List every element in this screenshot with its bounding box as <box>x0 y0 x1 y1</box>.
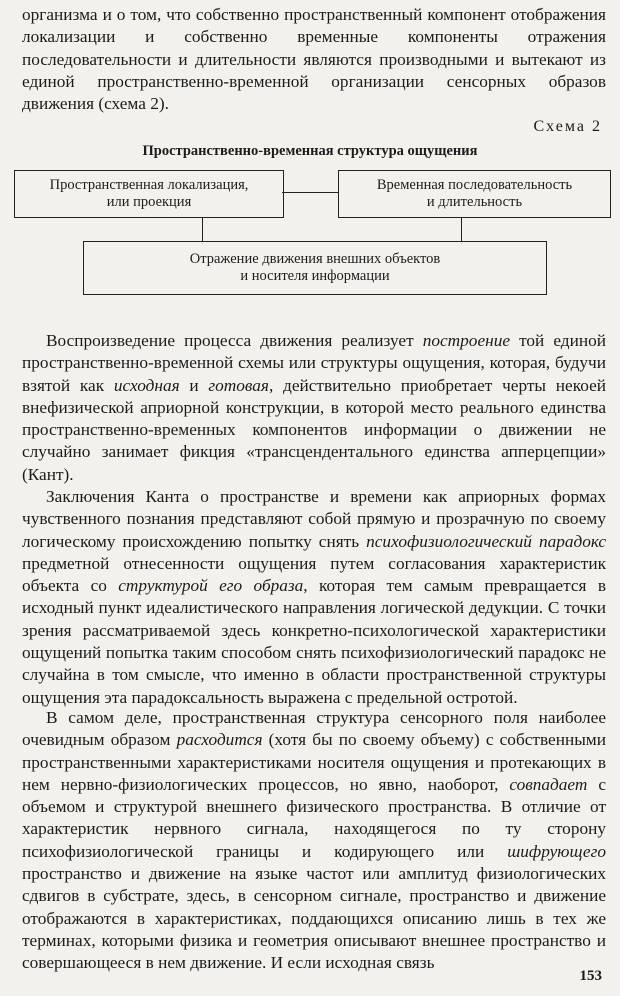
connector-left <box>202 217 203 241</box>
text-run: , которая тем самым превращается в исходный пункт идеалистического направления логической дедукции. С точки зрения рассматриваемой здесь конкретно-психологической характеристики ощущений попытка таким способом снять психофизиологический парадокс не случайна в том смысле, что именно в области пространственной структуры ощущения эта парадоксальность выражена с предельной остротой. <box>22 576 606 707</box>
top-paragraph: организма и о том, что собственно пространственный компонент отображения локализации и собственно временные компоненты отражения последовательности и длительности являются производными и вытекают из единой пространственно-временной организации сенсорных образов движения (схема 2). <box>22 5 606 114</box>
text-run: пространство и движение на языке частот или амплитуд физиологических сдвигов в субстрате, здесь, в сенсорном сигнале, пространство и движение отображаются в характеристиках, поддающихся описанию лишь в тех же терминах, которыми физика и геометрия описывают внешнее пространство и совершающееся в нем движение. И если исходная связь <box>22 864 606 973</box>
spatial-localization-box <box>14 170 284 218</box>
box-bottom-line-1: Отражение движения внешних объектов <box>189 251 441 267</box>
italic-run: исходная <box>113 375 180 395</box>
temporal-sequence-box <box>338 170 611 218</box>
box-bottom-line-2: и носителя информации <box>240 268 390 284</box>
connector-horizontal <box>282 192 338 193</box>
diagram-title: Пространственно-временная структура ощущения <box>142 143 478 159</box>
text-run: Заключения Канта о пространстве и времени как априорных формах чувственного познания представляют собой прямую и прозрачную по своему логическому происхождению попытку снять <box>22 487 606 551</box>
paragraph-3 <box>22 707 606 975</box>
scheme-label: Схема 2 <box>533 118 602 135</box>
text-run: с объемом и структурой внешнего физического пространства. В отличие от характеристик нервного сигнала, находящегося по ту сторону психофизиологической границы и кодирующего или <box>22 774 606 861</box>
italic-run: шифрующего <box>507 841 606 861</box>
paragraph-1 <box>22 330 606 486</box>
italic-run: готовая <box>208 375 269 395</box>
italic-run: структурой его образа <box>118 576 304 596</box>
text-run: той единой пространственно-временной схемы или структуры ощущения, которая, будучи взятой как <box>22 331 606 395</box>
text-run: и <box>179 375 209 395</box>
italic-run: психофизиологический парадокс <box>366 531 606 551</box>
motion-reflection-box <box>83 241 547 295</box>
box-right-line-2: и длительность <box>426 194 523 210</box>
italic-run: совпадает <box>509 774 588 794</box>
page-number: 153 <box>579 968 602 984</box>
text-run: Воспроизведение процесса движения реализует <box>46 331 423 350</box>
text-run: (хотя бы по своему объему) с собственными пространственными характеристиками носителя ощущения и протекающих в нем нервно-физиологических процессов, но явно, наоборот, <box>22 730 606 794</box>
italic-run: расходится <box>176 730 263 750</box>
text-run: предметной отнесенности ощущения путем согласования характеристик объекта со <box>22 553 606 596</box>
paragraph-2 <box>22 486 606 709</box>
italic-run: построение <box>422 331 511 350</box>
box-right-line-1: Временная последовательность <box>376 177 573 193</box>
connector-right <box>461 217 462 241</box>
text-run: , действительно приобретает черты некоей внефизической априорной конструкции, в которой место реального единства пространственно-временных компонентов информации о движении не случайно занимает фикция «трансцендентального единства апперцепции» (Кант). <box>22 375 606 484</box>
box-left-line-1: Пространственная локализация, <box>49 177 249 193</box>
text-run: В самом деле, пространственная структура сенсорного поля наиболее очевидным образом <box>22 708 606 750</box>
box-left-line-2: или проекция <box>106 194 192 210</box>
